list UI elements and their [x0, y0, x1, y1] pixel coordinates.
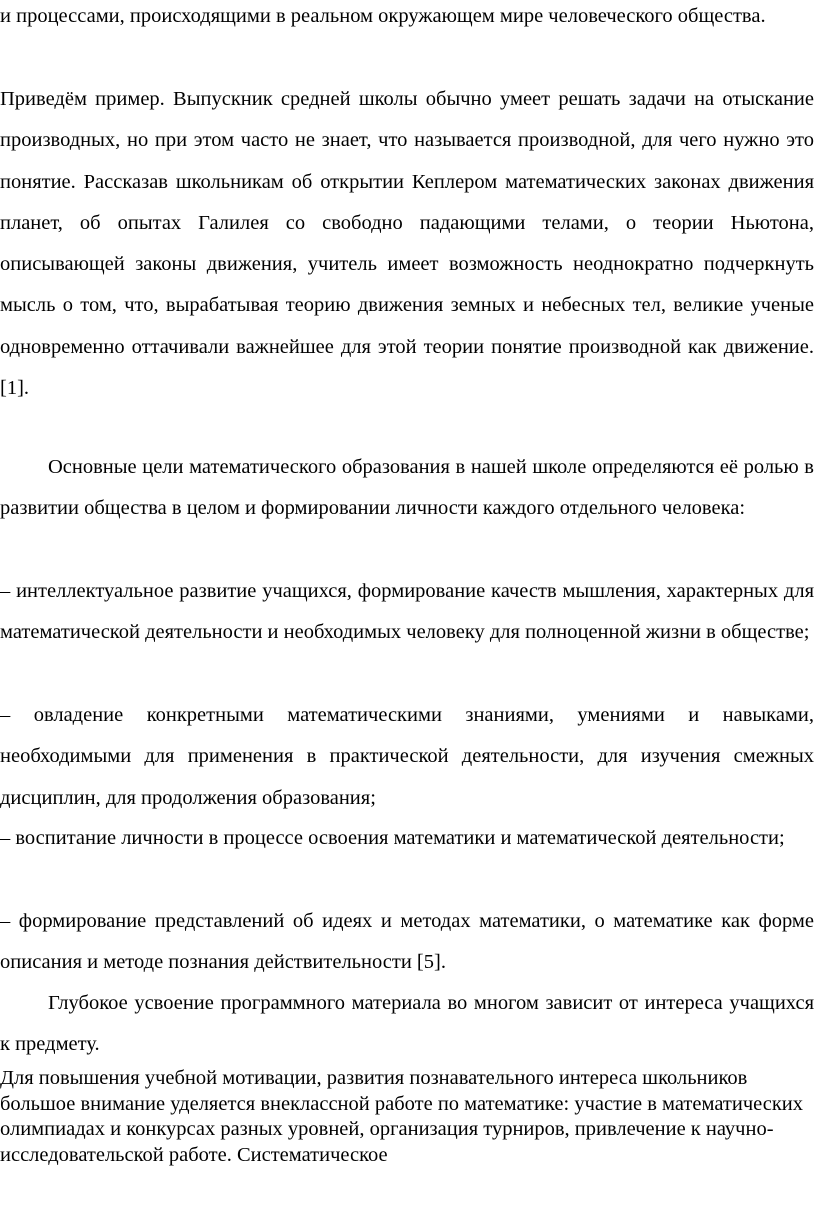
paragraph-example: Приведём пример. Выпускник средней школы обычно умеет решать задачи на отыскание производных, но при этом часто не знает, что называется производной, для чего нужно это понятие. Рассказав школьникам об открытии Кеплером математических законах движения планет, об опытах Галилея со свободно падающими телами, о теории Ньютона, описывающей законы движения, учитель имеет возможность неоднократно подчеркнуть мысль о том, что, вырабатывая теорию движения земных и небесных тел, великие ученые одновременно оттачивали важнейшее для этой теории понятие производной как движение. [1]. — [0, 88, 814, 400]
list-item-mastering-knowledge: – овладение конкретными математическими знаниями, умениями и навыками, необходимыми для применения в практической деятельности, для изучения смежных дисциплин, для продолжения образования; — [0, 704, 814, 809]
paragraph-interest: Глубокое усвоение программного материала во многом зависит от интереса учащихся к предмету. — [0, 992, 814, 1056]
list-item-personality-education: – воспитание личности в процессе освоения математики и математической деятельности; — [0, 827, 785, 849]
paragraph-continuation: и процессами, происходящими в реальном окружающем мире человеческого общества. — [0, 5, 766, 27]
list-item-forming-ideas: – формирование представлений об идеях и методах математики, о математике как форме описания и методе познания действительности [5]. — [0, 910, 814, 974]
paragraph-goals-intro: Основные цели математического образования в нашей школе определяются её ролью в развитии общества в целом и формировании личности каждого отдельного человека: — [0, 456, 814, 520]
list-item-intellectual-development: – интеллектуальное развитие учащихся, формирование качеств мышления, характерных для математической деятельности и необходимых человеку для полноценной жизни в обществе; — [0, 580, 814, 644]
paragraph-extracurricular: Для повышения учебной мотивации, развития познавательного интереса школьников большое внимание уделяется внеклассной работе по математике: участие в математических олимпиадах и конкурсах разных уровней, организация турниров, привлечение к научно-исследовательской работе. Систематическое — [0, 1067, 804, 1166]
